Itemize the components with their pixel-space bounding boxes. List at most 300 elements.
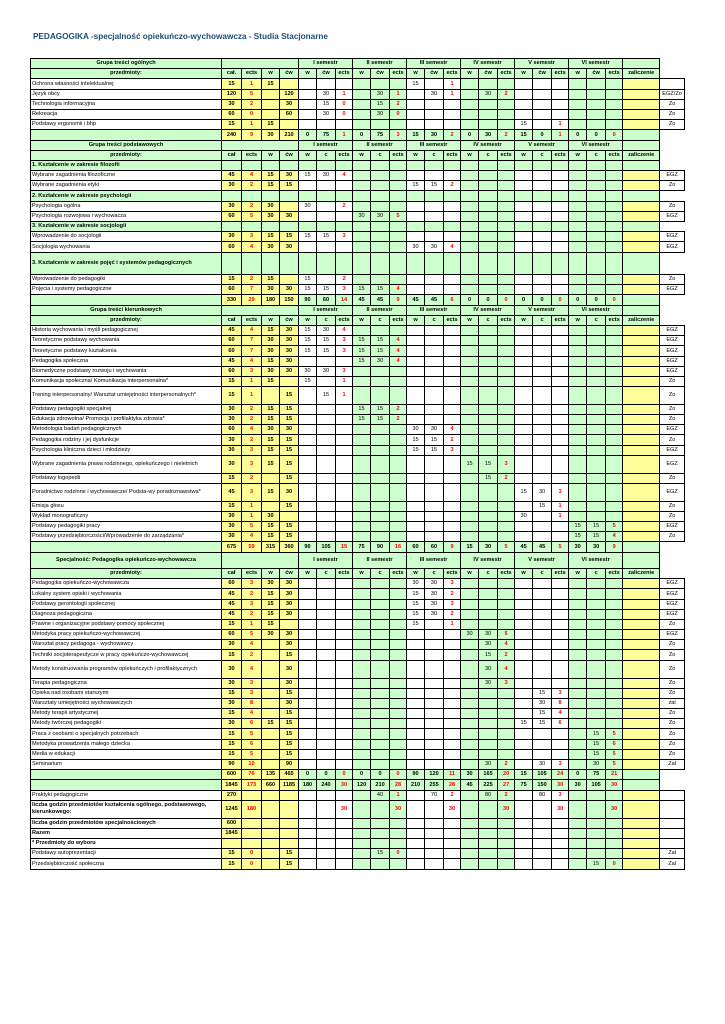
value-cell [390,579,407,589]
value-cell [479,739,498,749]
value-cell [299,818,317,828]
value-cell: 15 [461,455,479,473]
value-cell [552,387,569,405]
value-cell [552,109,569,119]
value-cell [262,749,280,759]
value-cell [425,511,444,521]
value-cell [222,838,242,848]
value-cell [371,838,390,848]
sum-cell: 60 [317,295,336,305]
sum-cell: 240 [317,780,336,790]
value-cell [444,859,461,869]
value-cell: 15 [407,589,425,599]
table-cell [479,160,498,170]
subject-name: Opieka nad osobami starszymi [31,688,222,698]
value-cell: 30 [280,171,299,181]
assessment-cell [623,760,660,770]
value-cell: 2 [444,181,461,191]
value-cell [390,387,407,405]
table-cell [444,222,461,232]
value-cell [587,325,606,335]
column-header: c [317,150,336,160]
table-cell [587,191,606,201]
value-cell [569,346,587,356]
value-cell [515,640,533,650]
value-cell [317,445,336,455]
table-row [31,79,685,89]
value-cell: 3 [336,232,353,242]
value-cell [479,838,498,848]
value-cell [371,630,390,640]
value-cell: 15 [280,455,299,473]
column-header: w [515,315,533,325]
value-cell [407,120,425,130]
value-cell [390,171,407,181]
sum-cell: 0 [587,130,606,140]
value-cell [425,619,444,629]
table-row [31,640,685,650]
value-cell [515,99,533,109]
column-header: ects [336,568,353,578]
subject-name: Psychologia ogólna [31,201,222,211]
value-cell [569,435,587,445]
value-cell: EGZ [660,599,685,609]
value-cell [498,99,515,109]
value-cell [407,640,425,650]
sum-cell: 9 [390,295,407,305]
value-cell: 2 [242,473,262,483]
value-cell [425,678,444,688]
value-cell [407,455,425,473]
value-cell [317,356,336,366]
table-row [31,171,685,181]
value-cell [425,483,444,501]
value-cell [606,719,623,729]
value-cell [461,818,479,828]
value-cell [498,501,515,511]
assessment-cell [623,109,660,119]
value-cell [390,275,407,285]
value-cell: 30 [222,678,242,688]
sum-cell: 0 [606,130,623,140]
value-cell [407,698,425,708]
value-cell: 2 [444,790,461,800]
value-cell [390,483,407,501]
assessment-cell [623,849,660,859]
value-cell [262,859,280,869]
value-cell [299,640,317,650]
value-cell: 2 [242,201,262,211]
value-cell [479,211,498,221]
value-cell [606,483,623,501]
value-cell: 1 [242,501,262,511]
value-cell: 30 [317,171,336,181]
value-cell: 15 [299,285,317,295]
value-cell [533,346,552,356]
table-cell [498,252,515,274]
table-cell [498,160,515,170]
value-cell [461,415,479,425]
value-cell [371,660,390,678]
column-header: ects [444,568,461,578]
value-cell [390,376,407,386]
value-cell [515,425,533,435]
value-cell [569,579,587,589]
value-cell [479,366,498,376]
value-cell [498,346,515,356]
value-cell [606,211,623,221]
value-cell [353,678,371,688]
value-cell [515,818,533,828]
column-header: c [587,315,606,325]
value-cell [461,89,479,99]
value-cell [515,749,533,759]
value-cell [533,242,552,252]
assessment-cell [623,709,660,719]
value-cell: 30 [262,366,280,376]
value-cell: 30 [280,698,299,708]
value-cell [498,232,515,242]
value-cell [606,425,623,435]
value-cell [242,838,262,848]
value-cell [317,800,336,818]
value-cell [498,366,515,376]
value-cell: 7 [242,336,262,346]
value-cell: 15 [280,688,299,698]
column-header: w [569,69,587,79]
assessment-cell [623,838,660,848]
value-cell [606,849,623,859]
assessment-cell [623,366,660,376]
value-cell [587,709,606,719]
value-cell [569,849,587,859]
table-row [31,760,685,770]
value-cell [587,609,606,619]
value-cell: Zo [660,619,685,629]
value-cell: 5 [242,630,262,640]
value-cell [533,89,552,99]
value-cell [336,709,353,719]
value-cell [262,99,280,109]
value-cell [371,760,390,770]
value-cell [353,366,371,376]
value-cell [299,356,317,366]
value-cell: 0 [390,109,407,119]
value-cell [317,242,336,252]
table-row [31,790,685,800]
value-cell [587,376,606,386]
value-cell [353,688,371,698]
sum-cell: 45 [353,295,371,305]
value-cell [407,171,425,181]
sum-cell: 240 [222,130,242,140]
value-cell [461,275,479,285]
table-row [31,859,685,869]
value-cell [569,619,587,629]
assessment-cell [623,325,660,335]
value-cell [552,640,569,650]
value-cell [336,838,353,848]
column-header: w [515,69,533,79]
value-cell: 30 [262,201,280,211]
sum-cell: 5 [498,542,515,552]
value-cell: Zo [660,275,685,285]
value-cell: Zo [660,688,685,698]
table-row [31,609,685,619]
value-cell: 15 [262,455,280,473]
table-row [31,838,685,848]
value-cell: 30 [425,425,444,435]
value-cell: 15 [222,120,242,130]
column-header: c [479,150,498,160]
value-cell [533,678,552,688]
value-cell [498,859,515,869]
table-cell [336,191,353,201]
column-header: ćw [533,69,552,79]
value-cell [407,650,425,660]
value-cell [425,404,444,414]
assessment-cell [623,376,660,386]
value-cell [353,800,371,818]
assessment-cell [623,749,660,759]
value-cell [569,709,587,719]
subject-name: Diagnoza pedagogiczna [31,609,222,619]
value-cell: 2 [444,609,461,619]
table-cell [444,252,461,274]
table-cell [479,222,498,232]
subject-name: Praca z osobami o specjalnych potrzebach [31,729,222,739]
value-cell [425,838,444,848]
value-cell [407,387,425,405]
sum-cell: 465 [280,770,299,780]
value-cell [371,698,390,708]
value-cell [444,346,461,356]
value-cell [461,698,479,708]
assessment-cell [623,232,660,242]
value-cell: Zo [660,709,685,719]
value-cell [569,109,587,119]
value-cell [317,650,336,660]
value-cell [479,579,498,589]
value-cell: 30 [262,346,280,356]
value-cell: 4 [552,709,569,719]
value-cell [317,719,336,729]
value-cell [390,609,407,619]
value-cell [299,483,317,501]
value-cell: 3 [242,232,262,242]
column-header: w [299,150,317,160]
value-cell [317,749,336,759]
value-cell: 30 [587,760,606,770]
column-header: ćw [479,69,498,79]
value-cell: 5 [606,749,623,759]
value-cell: EGZ [660,346,685,356]
value-cell [336,619,353,629]
value-cell [606,790,623,800]
value-cell [317,838,336,848]
value-cell: Zo [660,678,685,688]
value-cell: 0 [336,99,353,109]
value-cell [515,376,533,386]
subject-name: liczba godzin przedmiotów kształcenia ogólnego, podstawowego, kierunkowego: [31,800,222,818]
group-header-label: Grupa treści podstawowych [31,140,222,150]
value-cell: 10 [242,760,262,770]
sum-cell: 20 [498,770,515,780]
subject-name: Warsztat pracy pedagoga - wychowawcy [31,640,222,650]
value-cell [262,109,280,119]
value-cell: Zo [660,511,685,521]
semester-header: V semestr [515,59,569,69]
sum-cell: 1 [336,130,353,140]
value-cell: 15 [262,435,280,445]
value-cell [552,435,569,445]
value-cell: 15 [317,346,336,356]
value-cell [336,483,353,501]
value-cell [533,425,552,435]
value-cell [533,325,552,335]
value-cell [552,79,569,89]
sum-cell: 90 [371,542,390,552]
value-cell: 15 [317,336,336,346]
subject-name: Podstawy logopedii [31,473,222,483]
value-cell [336,511,353,521]
value-cell: Zo [660,376,685,386]
sum-cell: 75 [353,542,371,552]
value-cell: 6 [552,719,569,729]
table-cell [479,252,498,274]
value-cell: 15 [407,599,425,609]
value-cell: 15 [280,729,299,739]
sum-cell: 30 [569,542,587,552]
value-cell [552,201,569,211]
subject-name: Przedsiębiorczość społeczna [31,859,222,869]
table-row [31,688,685,698]
value-cell [444,201,461,211]
column-header: w [262,315,280,325]
value-cell [552,425,569,435]
value-cell [353,709,371,719]
value-cell [461,619,479,629]
value-cell: 30 [317,325,336,335]
sum-cell: 135 [262,770,280,780]
table-cell [317,160,336,170]
value-cell [498,415,515,425]
value-cell [479,532,498,542]
column-header: ćw [280,315,299,325]
value-cell: 15 [222,650,242,660]
value-cell: 30 [280,242,299,252]
value-cell [498,285,515,295]
value-cell [299,630,317,640]
value-cell [390,818,407,828]
value-cell [353,859,371,869]
value-cell [336,688,353,698]
value-cell [317,79,336,89]
value-cell: 15 [425,181,444,191]
value-cell: 15 [371,285,390,295]
value-cell [515,660,533,678]
value-cell [533,181,552,191]
table-row [31,770,685,780]
value-cell [444,640,461,650]
sum-cell: 24 [552,770,569,780]
value-cell [533,356,552,366]
column-header: c [533,568,552,578]
value-cell: 30 [222,511,242,521]
subject-name: Trening interpersonalny/ Warsztat umiejętności interpersonalnych* [31,387,222,405]
value-cell [606,181,623,191]
assessment-cell [623,336,660,346]
sum-cell: 150 [533,780,552,790]
value-cell [533,211,552,221]
sum-cell: 30 [587,542,606,552]
value-cell [336,211,353,221]
semester-header: IV semestr [461,59,515,69]
column-header: ects [242,150,262,160]
value-cell: 1 [242,387,262,405]
value-cell [552,729,569,739]
table-row [31,109,685,119]
value-cell [317,501,336,511]
sum-cell: 675 [222,542,242,552]
sum-cell: 1 [552,130,569,140]
table-cell [222,252,242,274]
value-cell [407,211,425,221]
value-cell: 1 [242,619,262,629]
value-cell: 15 [533,709,552,719]
value-cell: 30 [222,99,242,109]
value-cell [353,109,371,119]
value-cell: EGZ [660,579,685,589]
assessment-cell [623,285,660,295]
value-cell [587,79,606,89]
subject-name: Wykład monograficzny [31,511,222,521]
table-row [31,589,685,599]
value-cell [371,376,390,386]
assessment-cell [623,181,660,191]
value-cell [533,640,552,650]
value-cell [317,849,336,859]
value-cell: 1 [242,511,262,521]
value-cell [371,640,390,650]
table-cell [425,252,444,274]
value-cell: 15 [262,171,280,181]
value-cell: 30 [262,630,280,640]
value-cell: 30 [425,609,444,619]
value-cell [606,511,623,521]
value-cell: 90 [222,760,242,770]
value-cell [317,739,336,749]
subject-name: Pedagogika społeczna [31,356,222,366]
value-cell: 30 [444,800,461,818]
table-row [31,232,685,242]
table-row [31,415,685,425]
value-cell: Zo [660,739,685,749]
value-cell: 5 [242,729,262,739]
value-cell [390,640,407,650]
column-header: c [317,568,336,578]
value-cell [461,729,479,739]
value-cell [299,760,317,770]
value-cell: 15 [262,232,280,242]
value-cell: 30 [280,425,299,435]
value-cell: 60 [280,109,299,119]
value-cell: 15 [280,232,299,242]
value-cell [587,89,606,99]
value-cell [407,859,425,869]
value-cell [533,366,552,376]
value-cell: 6 [242,719,262,729]
